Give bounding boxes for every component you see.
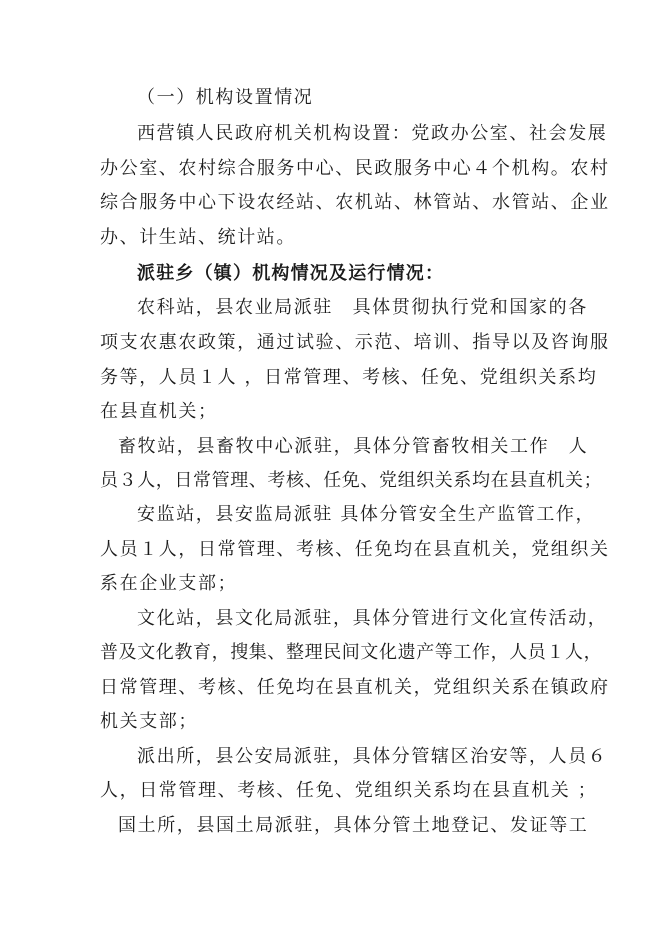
paragraph-line: 人员１人，日常管理、考核、任免均在县直机关，党组织关 — [100, 539, 610, 560]
section-heading: （一）机构设置情况 — [137, 87, 314, 108]
paragraph-line: 项支农惠农政策，通过试验、示范、培训、指导以及咨询服 — [100, 332, 610, 353]
paragraph-line: 安监站，县安监局派驻 具体分管安全生产监管工作， — [137, 504, 596, 525]
paragraph-line: 在县直机关； — [100, 401, 218, 422]
paragraph-line: 普及文化教育，搜集、整理民间文化遗产等工作，人员１人， — [100, 642, 603, 663]
paragraph-line: 办、计生站、统计站。 — [100, 227, 296, 248]
paragraph-line: 员３人，日常管理、考核、任免、党组织关系均在县直机关； — [100, 470, 603, 491]
paragraph-line: 畜牧站，县畜牧中心派驻，具体分管畜牧相关工作 人 — [118, 436, 589, 457]
paragraph-line: 机关支部； — [100, 711, 198, 732]
paragraph-line: 综合服务中心下设农经站、农机站、林管站、水管站、企业 — [100, 192, 610, 213]
paragraph-line: 国土所，县国土局派驻，具体分管土地登记、发证等工 — [118, 815, 589, 836]
paragraph-line: 派出所，县公安局派驻，具体分管辖区治安等，人员６ — [137, 746, 608, 767]
paragraph-line: 日常管理、考核、任免均在县直机关，党组织关系在镇政府 — [100, 677, 610, 698]
paragraph-line: 西营镇人民政府机关机构设置：党政办公室、社会发展 — [137, 123, 608, 144]
paragraph-line: 文化站，县文化局派驻，具体分管进行文化宣传活动， — [137, 608, 608, 629]
paragraph-line: 办公室、农村综合服务中心、民政服务中心４个机构。农村 — [100, 158, 610, 179]
subsection-heading: 派驻乡（镇）机构情况及运行情况： — [137, 263, 445, 284]
paragraph-line: 务等，人员１人 ，日常管理、考核、任免、党组织关系均 — [100, 367, 598, 388]
paragraph-line: 农科站，县农业局派驻 具体贯彻执行党和国家的各 — [137, 297, 588, 318]
paragraph-line: 系在企业支部； — [100, 573, 238, 594]
paragraph-line: 人，日常管理、考核、任免、党组织关系均在县直机关 ； — [100, 780, 598, 801]
